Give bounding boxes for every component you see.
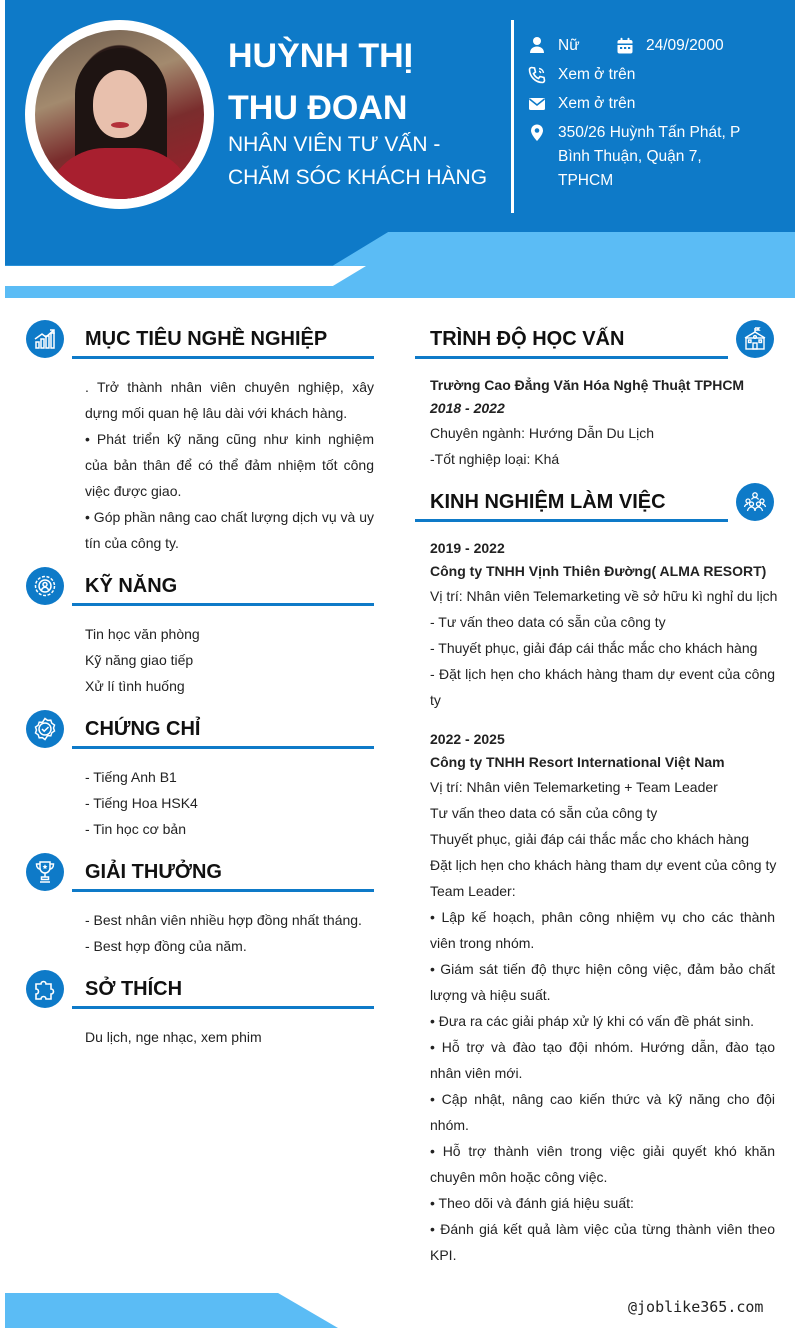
footer-watermark: @joblike365.com [628, 1298, 764, 1316]
team-group-icon [736, 483, 774, 521]
location-icon [528, 124, 546, 142]
experience-title: KINH NGHIỆM LÀM VIỆC [430, 491, 666, 513]
candidate-position [228, 128, 508, 194]
address-line-1: 350/26 Huỳnh Tấn Phát, P [558, 124, 741, 141]
job2-line: Team Leader: [430, 883, 516, 899]
objective-line-3: • Góp phần nâng cao chất lượng dịch vụ và uy tín của công ty. [85, 509, 374, 551]
avatar [35, 30, 204, 199]
job2-years: 2022 - 2025 [430, 731, 505, 747]
education-title: TRÌNH ĐỘ HỌC VẤN [430, 328, 625, 350]
header-decor-light [5, 232, 795, 298]
position-line-1: NHÂN VIÊN TƯ VẤN - [228, 133, 441, 156]
certificate-item: - Tiếng Anh B1 [85, 769, 177, 785]
job2-line: Tư vấn theo data có sẵn của công ty [430, 805, 658, 821]
address-line-2: Bình Thuận, Quận 7, [558, 148, 702, 165]
person-icon [528, 36, 546, 54]
award-item: - Best hợp đồng của năm. [85, 938, 247, 954]
job2-company: Công ty TNHH Resort International Việt Nam [430, 754, 725, 770]
job2-line: • Lập kế hoạch, phân công nhiệm vụ cho các thành viên trong nhóm. [430, 909, 775, 951]
phone-icon [528, 66, 546, 84]
skill-item: Kỹ năng giao tiếp [85, 652, 194, 668]
job1-company: Công ty TNHH Vịnh Thiên Đường( ALMA RESORT) [430, 563, 767, 579]
objective-line-1: . Trở thành nhân viên chuyên nghiệp, xây dựng mối quan hệ lâu dài với khách hàng. [85, 379, 374, 421]
skill-item: Xử lí tình huống [85, 678, 185, 694]
skills-title: KỸ NĂNG [85, 575, 178, 597]
job2-line: • Đánh giá kết quả làm việc của từng thành viên theo KPI. [430, 1221, 775, 1263]
puzzle-icon [26, 970, 64, 1008]
email-icon [528, 95, 546, 113]
hobbies-title: SỞ THÍCH [85, 978, 183, 1000]
job2-line: • Giám sát tiến độ thực hiện công việc, đảm bảo chất lượng và hiệu suất. [430, 961, 775, 1003]
certificates-title: CHỨNG CHỈ [85, 718, 201, 740]
calendar-icon [616, 37, 634, 55]
skill-item: Tin học văn phòng [85, 626, 200, 642]
job2-line: • Theo dõi và đánh giá hiệu suất: [430, 1195, 634, 1211]
birthday-text: 24/09/2000 [646, 37, 724, 54]
job2-line: • Cập nhật, nâng cao kiến thức và kỹ năng cho đội nhóm. [430, 1091, 775, 1133]
certificate-item: - Tiếng Hoa HSK4 [85, 795, 198, 811]
footer-decor [5, 1293, 338, 1328]
certificates-underline [72, 746, 374, 749]
job1-line: - Đặt lịch hẹn cho khách hàng tham dự event của công ty [430, 666, 775, 708]
gender-text: Nữ [558, 37, 580, 54]
job2-line: • Hỗ trợ và đào tạo đội nhóm. Hướng dẫn, đào tạo nhân viên mới. [430, 1039, 775, 1081]
phone-text: Xem ở trên [558, 66, 636, 83]
education-underline [415, 356, 728, 359]
address-line-3: TPHCM [558, 172, 614, 189]
chart-growth-icon [26, 320, 64, 358]
objective-underline [72, 356, 374, 359]
name-line-1: HUỲNH THỊ [228, 37, 414, 75]
certificate-item: - Tin học cơ bản [85, 821, 187, 837]
header-divider [511, 20, 514, 213]
skills-gear-icon [26, 567, 64, 605]
objective-line-2: • Phát triển kỹ năng cũng như kinh nghiệm của bản thân để có thể đảm nhiệm tốt công việc được giao. [85, 431, 374, 499]
awards-underline [72, 889, 374, 892]
job2-line: Đặt lịch hẹn cho khách hàng tham dự event của công ty [430, 857, 777, 873]
job1-line: - Thuyết phục, giải đáp cái thắc mắc cho khách hàng [430, 640, 758, 656]
job2-line: Thuyết phục, giải đáp cái thắc mắc cho khách hàng [430, 831, 750, 847]
name-line-2: THU ĐOAN [228, 89, 408, 127]
education-grade: -Tốt nghiệp loại: Khá [430, 451, 560, 467]
trophy-icon [26, 853, 64, 891]
hobbies-underline [72, 1006, 374, 1009]
education-years: 2018 - 2022 [430, 400, 505, 416]
job1-years: 2019 - 2022 [430, 540, 505, 556]
job2-role: Vị trí: Nhân viên Telemarketing + Team Leader [430, 779, 718, 795]
experience-underline [415, 519, 728, 522]
school-building-icon [736, 320, 774, 358]
award-item: - Best nhân viên nhiều hợp đồng nhất tháng. [85, 912, 362, 928]
objective-title: MỤC TIÊU NGHỀ NGHIỆP [85, 328, 328, 350]
position-line-2: CHĂM SÓC KHÁCH HÀNG [228, 166, 488, 189]
job2-line: • Hỗ trợ thành viên trong việc giải quyết khó khăn chuyên môn hoặc công việc. [430, 1143, 775, 1185]
education-school: Trường Cao Đẳng Văn Hóa Nghệ Thuật TPHCM [430, 377, 745, 393]
awards-title: GIẢI THƯỞNG [85, 861, 222, 883]
education-major: Chuyên ngành: Hướng Dẫn Du Lịch [430, 425, 655, 441]
email-text: Xem ở trên [558, 95, 636, 112]
job1-line: - Tư vấn theo data có sẵn của công ty [430, 614, 666, 630]
address-text [558, 121, 740, 193]
candidate-name [228, 30, 498, 134]
job1-role: Vị trí: Nhân viên Telemarketing về sở hữu kì nghỉ du lịch [430, 588, 778, 604]
certificate-badge-icon [26, 710, 64, 748]
job2-line: • Đưa ra các giải pháp xử lý khi có vấn đề phát sinh. [430, 1013, 755, 1029]
hobbies-text: Du lịch, nge nhạc, xem phim [85, 1029, 262, 1045]
skills-underline [72, 603, 374, 606]
